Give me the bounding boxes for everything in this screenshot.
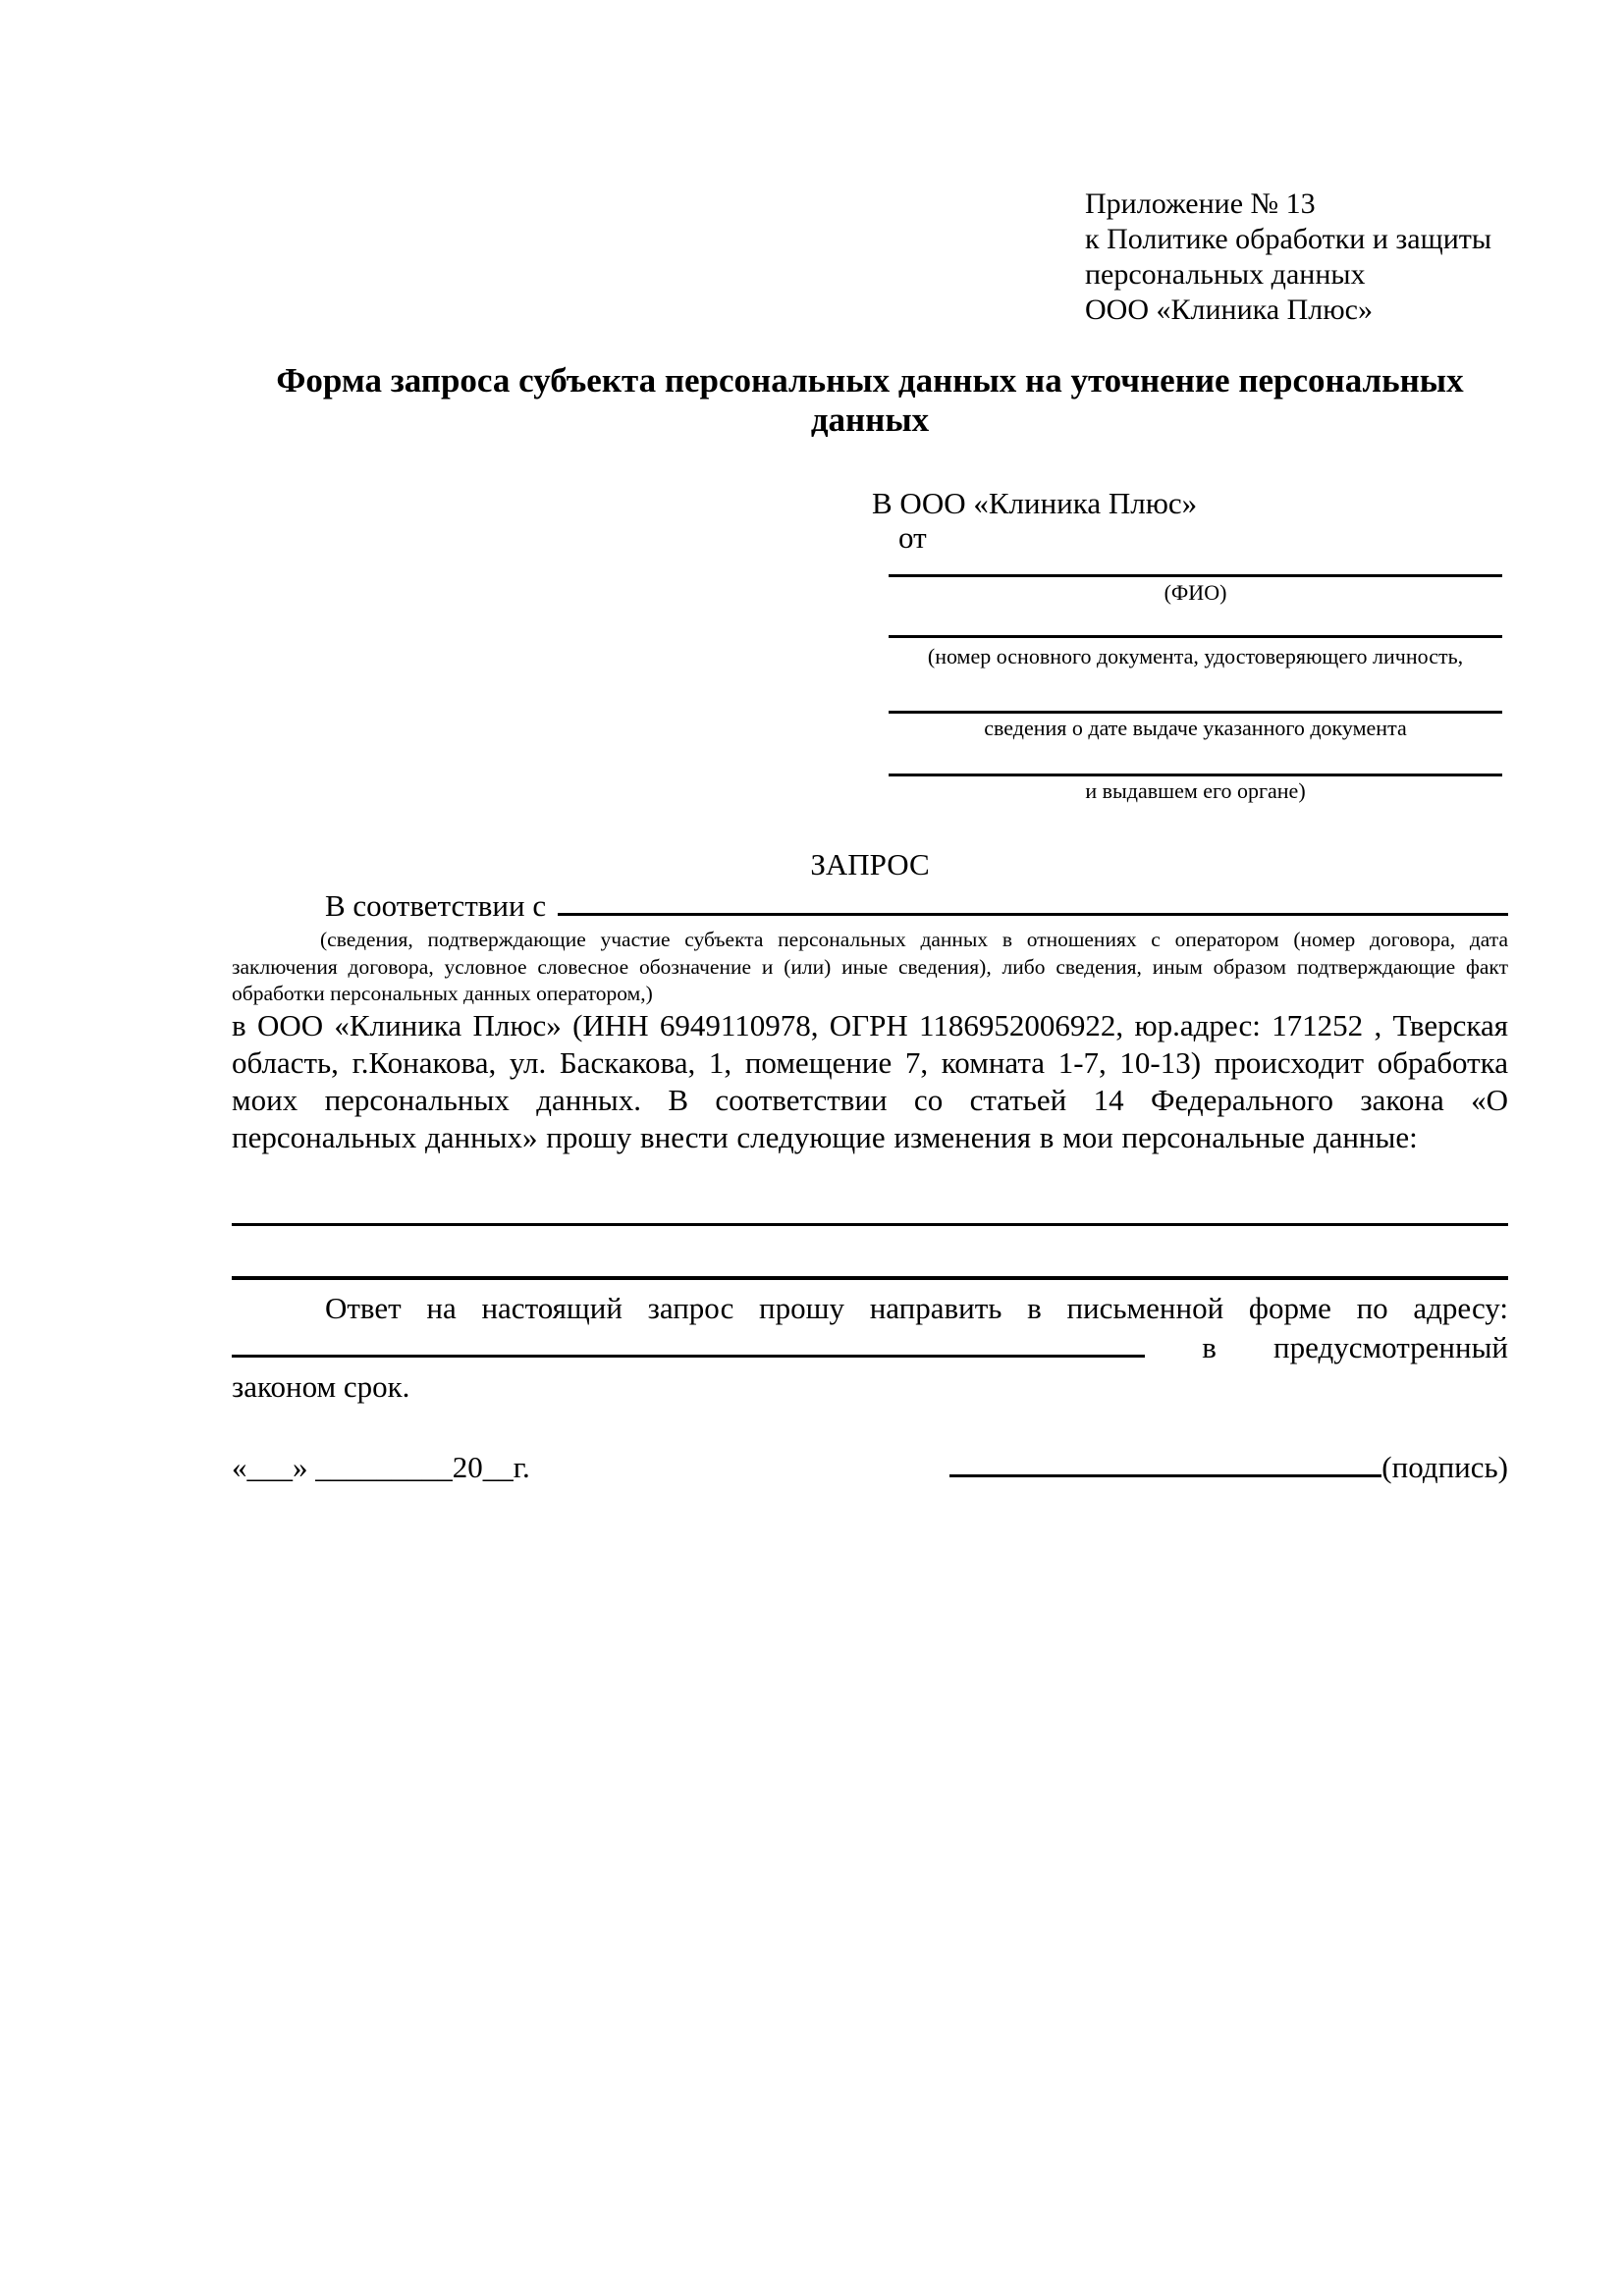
issue-date-fill-line (889, 711, 1502, 714)
appendix-line: ООО «Клиника Плюс» (1085, 294, 1373, 326)
date-line: «___» _________20__г. (232, 1450, 530, 1484)
reply-text-after: в предусмотренный законом срок. (232, 1330, 1508, 1404)
addressee-to: В ООО «Клиника Плюс» (872, 486, 1198, 520)
signature-caption: (подпись) (1381, 1450, 1508, 1484)
appendix-block (1085, 187, 1491, 328)
intro-caption: (сведения, подтверждающие участие субъекта персональных данных в отношениях с оператором (номер договора, дата заключения договора, условное словесное обозначение и (или) иные сведения), либо сведения, иным образом подтверждающие факт обработки персональных данных оператором,) (232, 928, 1508, 1005)
reply-paragraph (232, 1289, 1508, 1407)
intro-label: В соответствии с (325, 888, 547, 923)
signature-group (949, 1450, 1508, 1485)
issuing-authority-fill-line (889, 774, 1502, 776)
fio-caption: (ФИО) (1164, 580, 1227, 605)
changes-fill-line-1 (232, 1223, 1508, 1226)
signature-fill-line (949, 1474, 1381, 1477)
appendix-line: к Политике обработки и защиты (1085, 223, 1492, 255)
document-number-caption: (номер основного документа, удостоверяющего личность, (927, 644, 1464, 668)
request-body: в ООО «Клиника Плюс» (ИНН 6949110978, ОГРН 1186952006922, юр.адрес: 171252 , Тверская область, г.Конакова, ул. Баскакова, 1, помещение 7, комната 1-7, 10-13) происходит обработка моих персональных данных. В соответствии со статьей 14 Федерального закона «О персональных данных» прошу внести следующие изменения в мои персональные данные: (232, 1008, 1508, 1154)
fio-fill-line (889, 574, 1502, 577)
appendix-line: Приложение № 13 (1085, 187, 1316, 220)
footer-row (232, 1450, 1508, 1485)
reply-text-before: Ответ на настоящий запрос прошу направить в письменной форме по адресу: (325, 1291, 1508, 1325)
appendix-line: персональных данных (1085, 258, 1366, 291)
address-fill-line (232, 1355, 1145, 1358)
issue-date-caption: сведения о дате выдаче указанного документа (984, 716, 1407, 740)
basis-fill-line (558, 913, 1508, 916)
document-number-fill-line (889, 635, 1502, 638)
issuing-authority-caption: и выдавшем его органе) (1085, 778, 1306, 803)
intro-row (232, 888, 1508, 924)
request-heading: ЗАПРОС (810, 847, 930, 881)
changes-fill-line-2 (232, 1276, 1508, 1280)
addressee-from-label: от (898, 520, 927, 555)
document-title: Форма запроса субъекта персональных данных на уточнение персональных данных (276, 361, 1464, 439)
